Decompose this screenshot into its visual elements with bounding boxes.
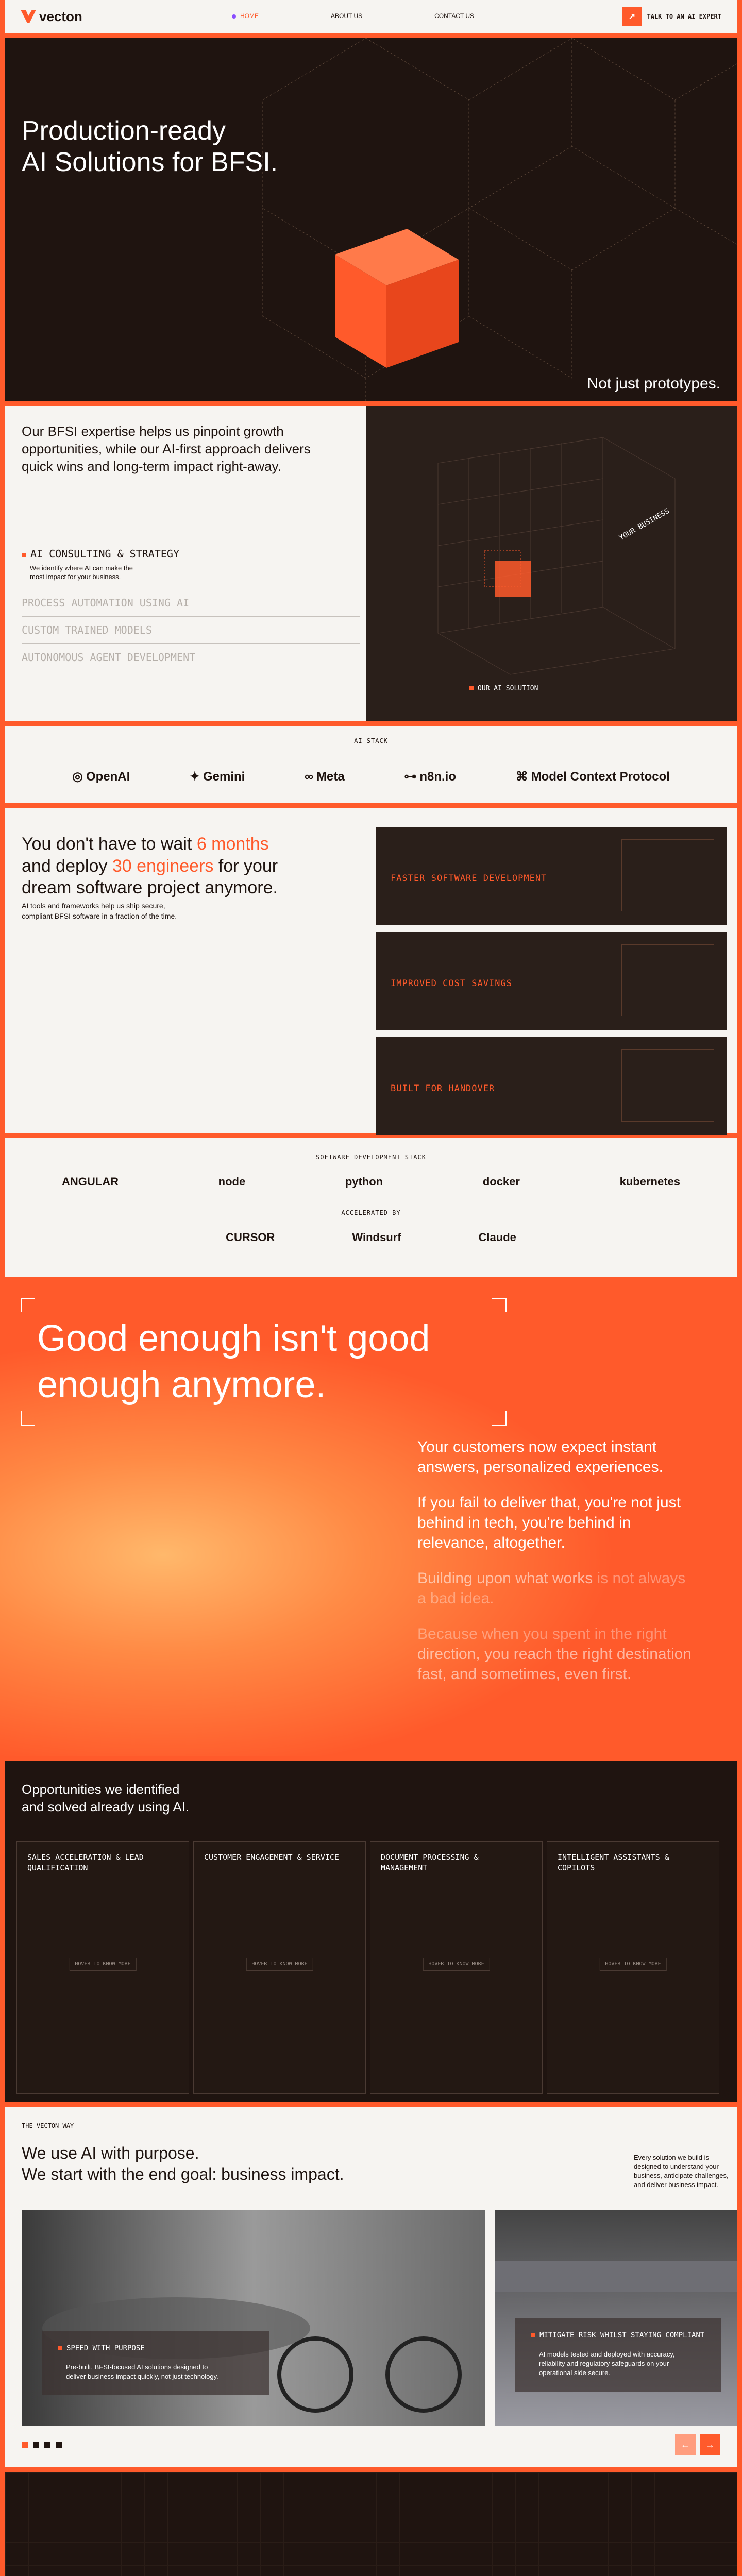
feature-card-faster <box>376 827 727 925</box>
heading-highlight-engineers: 30 engineers <box>112 856 214 876</box>
hover-hint: HOVER TO KNOW MORE <box>599 1958 666 1971</box>
service-item-custom-models[interactable]: CUSTOM TRAINED MODELS <box>22 617 360 644</box>
six-months-heading <box>22 833 300 899</box>
slide-speed-with-purpose <box>22 2210 485 2426</box>
slide-desc: AI models tested and deployed with accuracy, reliability and regulatory safeguards on your operational side secure. <box>539 2350 675 2377</box>
slide-title: MITIGATE RISK WHILST STAYING COMPLIANT <box>531 2331 706 2340</box>
python-logo: python <box>345 1175 383 1188</box>
ai-stack-title: AI STACK <box>354 737 388 744</box>
copy-paragraph-2: If you fail to deliver that, you're not just behind in tech, you're behind in relevance, altogether. <box>417 1494 681 1551</box>
card-title: SALES ACCELERATION & LEAD QUALIFICATION <box>27 1853 144 1873</box>
dev-stack-section <box>5 1138 737 1277</box>
ai-stack-logos <box>5 769 737 784</box>
gemini-label: Gemini <box>203 769 245 784</box>
slide-caption <box>515 2318 721 2392</box>
way-title-line: We start with the end goal: business impact. <box>22 2164 344 2183</box>
six-months-desc: AI tools and frameworks help us ship secure, compliant BFSI software in a fraction of the time. <box>22 902 177 920</box>
expertise-section <box>5 406 737 721</box>
service-item-automation[interactable]: PROCESS AUTOMATION USING AI <box>22 589 360 617</box>
n8n-icon: ⊶ <box>404 770 417 784</box>
feature-card-handover <box>376 1037 727 1135</box>
talk-to-expert-button[interactable] <box>622 7 722 26</box>
way-title-line: We use AI with purpose. <box>22 2144 199 2162</box>
hero-title-line-1: Production-ready <box>22 116 226 146</box>
hover-hint: HOVER TO KNOW MORE <box>246 1958 313 1971</box>
heading-part: You don't have to wait <box>22 834 197 854</box>
accelerated-by-label: ACCELERATED BY <box>341 1209 401 1216</box>
service-desc: We identify where AI can make the most impact for your business. <box>30 564 133 581</box>
way-title <box>22 2143 344 2185</box>
services-list <box>22 540 360 671</box>
heading-highlight-months: 6 months <box>196 834 269 854</box>
good-enough-title: Good enough isn't good enough anymore. <box>37 1318 430 1405</box>
pagination-dot[interactable] <box>22 2442 28 2448</box>
vecton-way-section <box>5 2107 737 2467</box>
kubernetes-logo: kubernetes <box>619 1175 680 1188</box>
feature-graphic <box>621 944 714 1016</box>
nav-link-contact[interactable]: CONTACT US <box>434 12 475 20</box>
corner-bracket <box>21 1298 35 1312</box>
card-title: DOCUMENT PROCESSING & MANAGEMENT <box>381 1853 479 1873</box>
mcp-icon: ⌘ <box>515 770 528 784</box>
cube-face-label: YOUR BUSINESS <box>618 506 671 543</box>
corner-bracket <box>492 1411 507 1426</box>
copy-paragraph-4 <box>417 1624 696 1684</box>
copy-paragraph-1: Your customers now expect instant answers, personalized experiences. <box>417 1438 663 1476</box>
vecton-mark-icon <box>21 10 36 23</box>
opportunity-card-sales[interactable] <box>16 1841 189 2094</box>
openai-label: OpenAI <box>86 769 130 784</box>
arrow-up-right-icon: ↗ <box>622 7 642 26</box>
six-months-section <box>5 808 737 1133</box>
opportunities-section <box>5 1761 737 2102</box>
corner-bracket <box>492 1298 507 1312</box>
cta-label: TALK TO AN AI EXPERT <box>647 13 721 20</box>
feature-title: BUILT FOR HANDOVER <box>391 1083 495 1094</box>
slide-mitigate-risk <box>495 2210 737 2426</box>
meta-label: Meta <box>316 769 345 784</box>
copy-fade: is not always a bad idea. <box>417 1570 686 1607</box>
opportunities-title-line: and solved already using AI. <box>22 1799 190 1815</box>
hero-tagline: Not just prototypes. <box>587 375 720 392</box>
feature-title: FASTER SOFTWARE DEVELOPMENT <box>391 873 547 884</box>
hero-title-line-2: AI Solutions for BFSI. <box>22 147 278 178</box>
angular-logo: ANGULAR <box>62 1175 119 1188</box>
service-item-agents[interactable]: AUTONOMOUS AGENT DEVELOPMENT <box>22 644 360 671</box>
mcp-label: Model Context Protocol <box>531 769 670 784</box>
expertise-left <box>5 406 366 721</box>
nav-link-about[interactable]: ABOUT US <box>331 12 363 20</box>
service-item-consulting[interactable] <box>22 540 360 589</box>
copy-paragraph-3 <box>417 1568 696 1608</box>
value-section <box>5 2472 737 2576</box>
service-label: AI CONSULTING & STRATEGY <box>22 548 360 560</box>
meta-icon: ∞ <box>304 769 314 784</box>
hero-wireframe-graphic <box>5 38 737 401</box>
slide-title: SPEED WITH PURPOSE <box>58 2344 254 2352</box>
nav-link-home[interactable]: HOME <box>232 12 259 20</box>
feature-card-cost <box>376 932 727 1030</box>
docker-logo: docker <box>482 1175 520 1188</box>
slide-caption <box>42 2331 269 2395</box>
way-eyebrow: THE VECTON WAY <box>22 2122 74 2129</box>
expertise-lead: Our BFSI expertise helps us pinpoint growth opportunities, while our AI-first approach delivers quick wins and long-term impact right-away. <box>22 423 311 474</box>
arrow-right-icon[interactable]: → <box>700 2434 720 2455</box>
feature-graphic <box>621 839 714 911</box>
hover-hint: HOVER TO KNOW MORE <box>69 1958 136 1971</box>
expertise-cube-visual <box>366 406 737 721</box>
opportunities-title-line: Opportunities we identified <box>22 1782 180 1797</box>
opportunity-card-documents[interactable] <box>370 1841 543 2094</box>
good-enough-copy <box>417 1437 696 1700</box>
claude-logo: Claude <box>478 1231 516 1244</box>
copy-fade: direction, you reach the right destination fast, and sometimes, even first. <box>417 1646 692 1683</box>
node-logo: node <box>218 1175 246 1188</box>
gemini-logo <box>190 769 245 784</box>
n8n-label: n8n.io <box>419 769 457 784</box>
page-lower <box>0 1761 742 2576</box>
brand-name: vecton <box>39 8 82 24</box>
card-title: INTELLIGENT ASSISTANTS & COPILOTS <box>558 1853 669 1873</box>
nav-links <box>232 12 474 20</box>
slider-pagination <box>22 2442 62 2448</box>
n8n-logo <box>404 769 456 784</box>
openai-logo <box>72 769 130 784</box>
dev-stack-logos <box>5 1175 737 1189</box>
heading-part: and deploy <box>22 856 112 876</box>
pagination-dot[interactable] <box>44 2442 50 2448</box>
corner-bracket <box>21 1411 35 1426</box>
windsurf-logo: Windsurf <box>352 1231 401 1244</box>
copy-fade: Because when you spent in the right <box>417 1625 667 1642</box>
feature-graphic <box>621 1049 714 1122</box>
opportunities-title <box>22 1781 189 1816</box>
gemini-icon: ✦ <box>189 770 200 784</box>
card-title: CUSTOMER ENGAGEMENT & SERVICE <box>204 1853 339 1862</box>
slide-desc: Pre-built, BFSI-focused AI solutions designed to deliver business impact quickly, not just technology. <box>66 2363 218 2381</box>
heading-part: for your dream software project anymore. <box>22 856 278 897</box>
mcp-logo <box>516 769 670 784</box>
way-side-text: Every solution we build is designed to understand your business, anticipate challenges, and deliver business impact. <box>634 2154 729 2189</box>
ai-solution-badge: OUR AI SOLUTION <box>469 685 538 692</box>
page <box>0 0 742 1277</box>
arrow-left-icon[interactable]: ← <box>675 2434 696 2455</box>
feature-title: IMPROVED COST SAVINGS <box>391 978 512 989</box>
meta-logo <box>305 770 345 784</box>
hero-title <box>22 115 278 179</box>
openai-icon: ◎ <box>72 770 83 784</box>
pagination-dot[interactable] <box>56 2442 62 2448</box>
accelerated-logos <box>5 1231 737 1244</box>
ai-stack-section <box>5 726 737 803</box>
slider-controls <box>675 2434 720 2455</box>
copy-fade: Building upon what works <box>417 1570 597 1587</box>
brand-logo[interactable] <box>21 9 82 25</box>
business-cube-graphic <box>366 406 737 721</box>
top-nav <box>5 0 737 33</box>
good-enough-section <box>0 1277 742 1756</box>
opportunity-card-engagement[interactable] <box>193 1841 366 2094</box>
hover-hint: HOVER TO KNOW MORE <box>423 1958 490 1971</box>
pagination-dot[interactable] <box>33 2442 39 2448</box>
opportunity-card-assistants[interactable] <box>547 1841 719 2094</box>
cursor-logo: CURSOR <box>226 1231 275 1244</box>
dev-stack-title: SOFTWARE DEVELOPMENT STACK <box>316 1154 426 1161</box>
hero-section <box>5 38 737 401</box>
grid-background <box>5 2472 737 2576</box>
